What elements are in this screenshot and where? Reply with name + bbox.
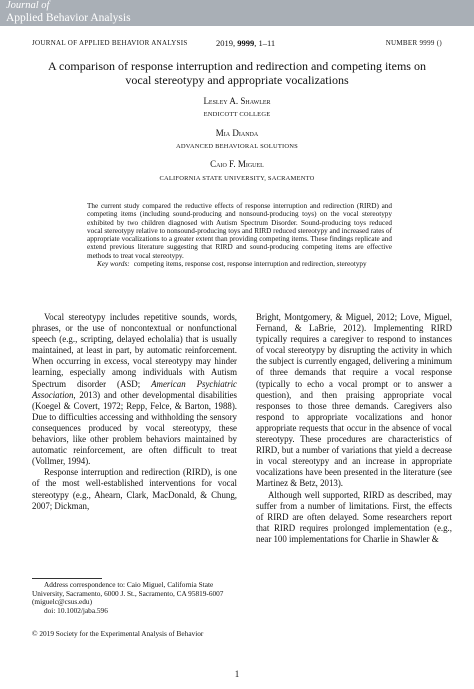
running-head: [32, 38, 442, 50]
author-name: Lesley A. Shawler: [203, 96, 271, 106]
author-affiliation: CALIFORNIA STATE UNIVERSITY, SACRAMENTO: [159, 175, 315, 182]
copyright-notice: © 2019 Society for the Experimental Analysis of Behavior: [32, 629, 204, 638]
footnote-rule: [32, 578, 102, 579]
correspondence-footnote: [32, 581, 242, 615]
footnote-address: Address correspondence to: Caio Miguel, California State University, Sacramento, 6000 J. St., Sacramento, CA 95819-6007 (miguelc@csus.edu): [32, 580, 224, 606]
author-name: Mia Dianda: [215, 128, 259, 138]
journal-name-line1: Journal of: [6, 0, 50, 11]
journal-banner: [0, 0, 474, 26]
abstract: [87, 202, 392, 268]
author-name: Caio F. Miguel: [210, 159, 264, 169]
body-paragraph: Response interruption and redirection (RIRD), is one of the most well-established interventions for vocal stereotypy (e.g., Ahearn, Clark, MacDonald, & Chung, 2007; Dickman,: [32, 467, 237, 511]
journal-name-line2: Applied Behavior Analysis: [6, 12, 131, 24]
body-paragraph: Vocal stereotypy includes repetitive sounds, words, phrases, or the use of noncontextual or nonfunctional speech (e.g., scripting, delayed echolalia) that is usually maintained, at least in part, by automatic reinforcement. When occurring in excess, vocal stereotypy may hinder learning, especially among individuals with Autism Spectrum disorder (ASD; American Psychiatric Association, 2013) and other developmental disabilities (Koegel & Covert, 1972; Repp, Felce, & Barton, 1988). Due to difficulties accessing and withholding the sensory consequences produced by vocal stereotypy, these behaviors, like other problem behaviors maintained by automatic reinforcement, are often difficult to treat (Vollmer, 1994).: [32, 312, 237, 467]
page-number: 1: [234, 669, 240, 679]
body-paragraph: Although well supported, RIRD as described, may suffer from a number of limitations. First, the effects of RIRD are often delayed. Some researchers report that RIRD requires prolonged implementation (e.g., near 100 implementations for Charlie in Shawler &: [256, 489, 452, 544]
author-affiliation: ENDICOTT COLLEGE: [203, 111, 271, 118]
abstract-text: The current study compared the reductive effects of response interruption and redirection (RIRD) and competing items (including sound-producing and nonsound-producing toys) on the vocal stereotypy exhibited by two children diagnosed with Autism Spectrum Disorder. Sound-producing toys reduced vocal stereotypy relative to nonsound-producing toys and RIRD reduced stereotypy and increased rates of appropriate vocalizations to a greater extent than providing competing items. These findings replicate and extend previous literature suggesting that RIRD and sound-producing competing items are effective methods to treat vocal stereotypy.: [87, 202, 392, 260]
left-column: [32, 312, 237, 512]
running-head-number: NUMBER 9999 (): [385, 39, 442, 47]
article-title: A comparison of response interruption and redirection and competing items on vocal stereotypy and appropriate vocalizations: [48, 59, 426, 87]
keywords-list: competing items, response cost, response interruption and redirection, stereotypy: [133, 260, 367, 269]
right-column: [256, 312, 452, 545]
footnote-doi: doi: 10.1002/jaba.596: [44, 605, 108, 615]
keywords-label: Key words:: [97, 260, 130, 269]
running-head-volume: 2019, 9999, 1–11: [216, 38, 276, 48]
body-paragraph: Bright, Montgomery, & Miguel, 2012; Love, Miguel, Fernand, & LaBrie, 2012). Implementing RIRD typically requires a caregiver to respond to instances of vocal stereotypy by disrupting the activity in which the subject is currently engaged, delivering a minimum of three demands that require a vocal response (typically to echo a vocal prompt or to answer a question), and then praising appropriate vocal responses to those three demands. Caregivers also respond to appropriate vocalizations and honor appropriate requests that occur in the absence of vocal stereotypy. These procedures are characteristics of RIRD, but a number of variations that yield a decrease in vocal stereotypy and an increase in appropriate vocalizations have been presented in the literature (see Martinez & Betz, 2013).: [256, 312, 452, 489]
running-head-journal: JOURNAL OF APPLIED BEHAVIOR ANALYSIS: [32, 39, 188, 47]
keywords: [87, 260, 392, 268]
author-affiliation: ADVANCED BEHAVIORAL SOLUTIONS: [176, 143, 298, 150]
